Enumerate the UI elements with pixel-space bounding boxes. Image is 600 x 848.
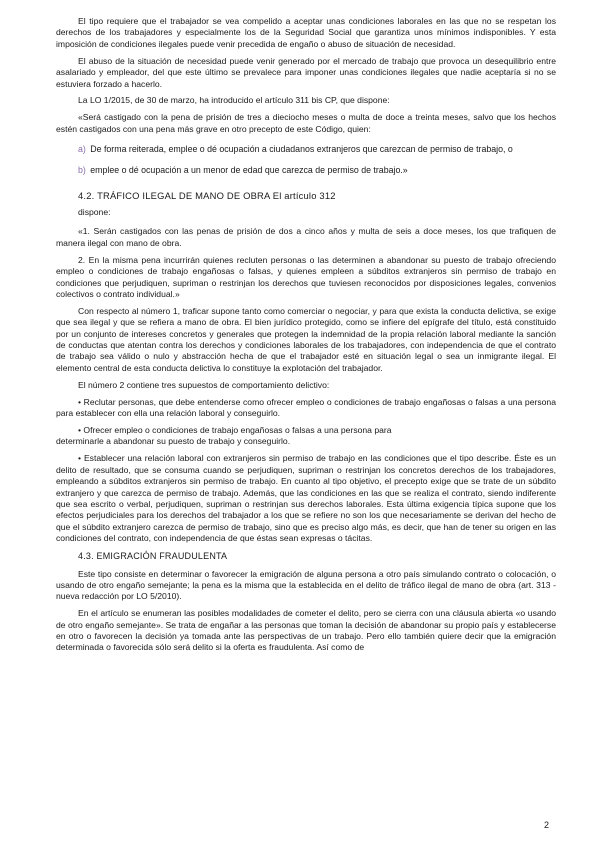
bullet-ofrecer-line1: • Ofrecer empleo o condiciones de trabajo engañosas o falsas a una persona para — [78, 424, 392, 435]
paragraph-emigracion: Este tipo consiste en determinar o favorecer la emigración de alguna persona a otro país simulando contrato o colocación, o usando de otro engaño semejante; la pena es la misma que la establecida en el delito de tráfico ilegal de mano de obra (art. 313 - nueva redacción por LO 5/2010). — [56, 568, 556, 602]
list-marker-a: a) — [78, 144, 86, 155]
bullet-reclutar: • Reclutar personas, que debe entenderse como ofrecer empleo o condiciones de trabajo engañosas o falsas a una persona para establecer con ella una relación laboral y conseguirlo. — [56, 396, 556, 419]
paragraph-lo-2015: La LO 1/2015, de 30 de marzo, ha introducido el artículo 311 bis CP, que dispone: — [78, 95, 390, 106]
section-heading-4-3: 4.3. EMIGRACIÓN FRAUDULENTA — [78, 550, 228, 561]
paragraph-numero-1: Con respecto al número 1, traficar supone tanto como comerciar o negociar, y para que exista la conducta delictiva, se exige que sea ilegal y que se refiera a mano de obra. El bien jurídico protegido, como se infiere del epígrafe del título, está constituido por un conjunto de intereses concretos y generales que protegen la indemnidad de la propia relación laboral mediante la sanción de conductas que atentan contra los derechos y condiciones laborales de los trabajadores, con independencia de que el contrato de trabajo sea válido o nulo y abstracción hecha de que el trabajador esté en situación legal o sea un inmigrante ilegal. El elemento central de esta conducta delictiva lo constituye la explotación del trabajador. — [56, 305, 556, 373]
paragraph-art312-2: 2. En la misma pena incurrirán quienes recluten personas o las determinen a abandonar su puesto de trabajo ofreciendo empleo o condiciones de trabajo engañosas o falsas, y quienes empleen a súbditos extranjeros sin permiso de trabajo en condiciones que perjudiquen, supriman o restrinjan los derechos que tuviesen reconocidos por disposiciones legales, convenios colectivos o contrato individual.» — [56, 254, 556, 299]
paragraph-abuso: El abuso de la situación de necesidad puede venir generado por el mercado de trabajo que provoca un desequilibrio entre asalariado y empleador, del que este último se prevalece para imponer unas condiciones ilegales que nadie aceptaría si no se estuviera forzado a hacerlo. — [56, 55, 556, 89]
paragraph-dispone: dispone: — [78, 206, 111, 217]
list-item-a — [56, 144, 556, 155]
list-item-b-text: emplee o dé ocupación a un menor de edad que carezca de permiso de trabajo.» — [90, 164, 408, 175]
bullet-establecer: • Establecer una relación laboral con extranjeros sin permiso de trabajo en las condiciones que el tipo describe. Éste es un delito de resultado, que se consuma cuando se perjudiquen, supriman o restrinjan los concretos derechos de los trabajadores, empleando a súbditos extranjeros sin permiso de trabajo. En cuanto al tipo objetivo, el precepto exige que se trate de un súbdito extranjero y que carezca de permiso de trabajo. Además, que las condiciones en las que se realiza el contrato, siendo indiferente que sea escrito o verbal, perjudiquen, supriman o restrinjan sus derechos laborales. Esta última exigencia típica supone que los efectos perjudiciales para los derechos del trabajador a los que se refiere no son los que necesariamente se derivan del hecho de que el súbdito extranjero carezca de permiso de trabajo, sino que es preciso algo más, es decir, que han de tener su origen en las condiciones del contrato, con independencia de que éstas sean expresas o tácitas. — [56, 453, 556, 544]
bullet-ofrecer — [56, 425, 556, 448]
paragraph-intro: El tipo requiere que el trabajador se vea compelido a aceptar unas condiciones laborales en las que no se respetan los derechos de los trabajadores y especialmente los de la Seguridad Social que garantiza unos mínimos indisponibles. Y esta imposición de condiciones ilegales puede venir precedida de engaño o abuso de situación de necesidad. — [56, 16, 556, 49]
bullet-ofrecer-line2: determinarle a abandonar su puesto de trabajo y conseguirlo. — [56, 436, 291, 447]
paragraph-modalidades: En el artículo se enumeran las posibles modalidades de cometer el delito, pero se cierra con una cláusula abierta «o usando de otro engaño semejante». Se trata de engañar a las personas que toman la decisión de abandonar su propio país y establecerse en otro o favorecen la decisión ya tomada ante las perspectivas de un trabajo. Pero ello también quiere decir que la emigración determinada o favorecida sólo será delito si la oferta es fraudulenta. Así como de — [56, 608, 556, 653]
page-number: 2 — [543, 820, 549, 830]
paragraph-art312-1: «1. Serán castigados con las penas de prisión de dos a cinco años y multa de seis a doce meses, los que trafiquen de manera ilegal con mano de obra. — [56, 226, 556, 248]
list-marker-b: b) — [78, 164, 86, 175]
list-item-a-text: De forma reiterada, emplee o dé ocupación a ciudadanos extranjeros que carezcan de permiso de trabajo, o — [90, 144, 513, 155]
paragraph-quote-311bis: «Será castigado con la pena de prisión de tres a dieciocho meses o multa de doce a treinta meses, salvo que los hechos estén castigados con una pena más grave en otro precepto de este Código, quien: — [56, 112, 556, 134]
list-item-b — [56, 165, 556, 176]
section-heading-4-2: 4.2. TRÁFICO ILEGAL DE MANO DE OBRA El artículo 312 — [78, 189, 336, 201]
paragraph-numero-2: El número 2 contiene tres supuestos de comportamiento delictivo: — [78, 379, 330, 390]
